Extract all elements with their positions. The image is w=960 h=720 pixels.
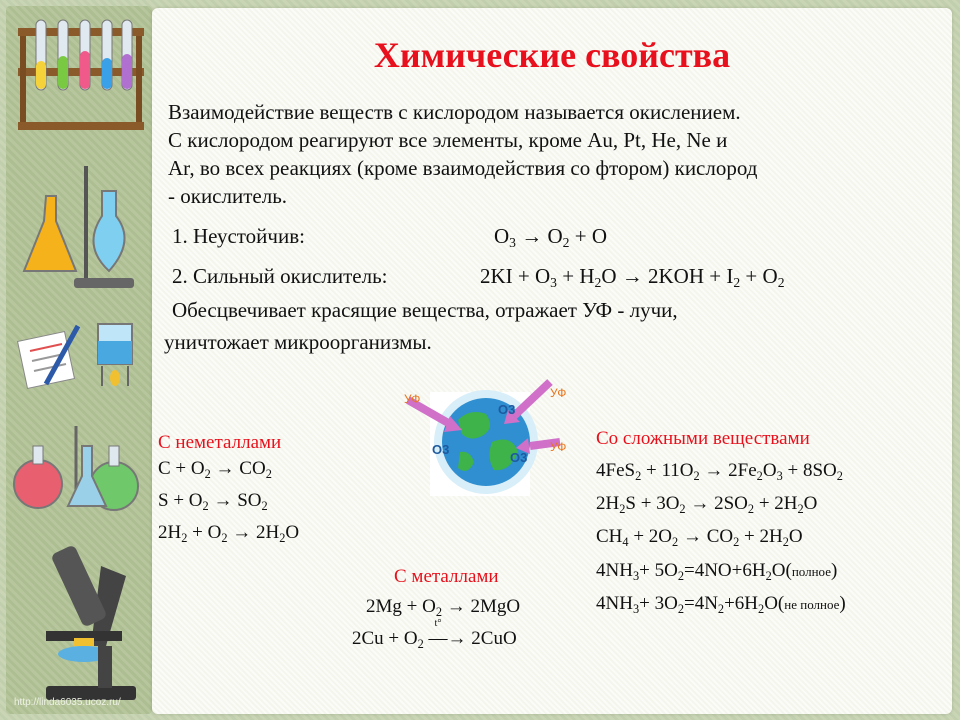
metal-equation: $2Cu + O_2$ — → 2CuO <box>352 628 517 651</box>
test-tubes-rack-icon <box>18 20 144 130</box>
nonmetal-equation: $2H_2 + O_2 \to 2H_2O$ <box>158 522 300 545</box>
uv-label: УФ <box>404 392 421 406</box>
metal-equation: $2Mg + O_2 \to 2MgO$ <box>366 596 521 619</box>
lab-flasks-icon <box>24 166 134 288</box>
complex-equation: $4NH_3+$ $5O_2=4NO+6H_2O(полное)$ <box>596 560 838 583</box>
ozone-globe-illustration <box>400 372 580 502</box>
complex-heading: Со сложными веществами <box>596 428 810 449</box>
intro-line: С кислородом реагируют все элементы, кроме Au, Pt, He, Ne и <box>168 128 728 152</box>
metals-heading: С металлами <box>394 566 499 587</box>
oxidation-equation: $2KI + O_3 + H_2O \to 2KOH + I_2 + O_2$ <box>480 264 785 290</box>
beaker-icon <box>98 324 132 386</box>
complex-equation: $4FeS_2 + 11O_2 \to 2Fe_2O_3 + 8SO_2$ <box>596 460 843 483</box>
intro-line: - окислитель. <box>168 184 288 208</box>
property-1-label: 1. Неустойчив: <box>172 224 305 248</box>
complex-equation: $CH_4 + 2O_2 \to CO_2 + 2H_2O$ <box>596 526 803 549</box>
complex-equation: $2H_2S + 3O_2 \to 2SO_2 + 2H_2O$ <box>596 493 818 516</box>
microscope-icon <box>46 544 136 700</box>
intro-line: Ar, во всех реакциях (кроме взаимодействия со фтором) кислород <box>168 156 758 180</box>
watermark: http://linda6035.ucoz.ru/ <box>14 697 121 708</box>
distillation-flasks-icon <box>14 426 138 510</box>
uv-label: УФ <box>550 440 567 454</box>
intro-line: Взаимодействие веществ с кислородом называется окислением. <box>168 100 741 124</box>
page-title: Химические свойства <box>373 35 731 75</box>
ozone-label: O3 <box>498 402 516 417</box>
ozone-label: O3 <box>432 442 450 457</box>
nonmetal-equation: $S + O_2 \to SO_2$ <box>158 490 268 513</box>
uv-label: УФ <box>550 386 567 400</box>
ozone-label: O3 <box>510 450 528 465</box>
sidebar-illustrations <box>6 6 152 714</box>
lab-illustrations <box>6 6 152 714</box>
property-3-line: Обесцвечивает красящие вещества, отражает УФ - лучи, <box>172 298 678 322</box>
ozone-decay-equation: $O_3 \to O_2 + O$ <box>494 224 608 250</box>
nonmetals-heading: С неметаллами <box>158 432 282 453</box>
nonmetal-equation: $C + O_2 \to CO_2$ <box>158 458 272 481</box>
complex-equation: $4NH_3+ 3O_2=4N_2+6H_2O(не$ полное) <box>596 593 846 616</box>
note-incomplete: не полное <box>784 597 840 612</box>
property-3-line: уничтожает микроорганизмы. <box>164 330 432 354</box>
property-2-label: 2. Сильный окислитель: <box>172 264 388 288</box>
note-full: полное <box>791 564 831 579</box>
document-pen-icon <box>18 326 78 388</box>
